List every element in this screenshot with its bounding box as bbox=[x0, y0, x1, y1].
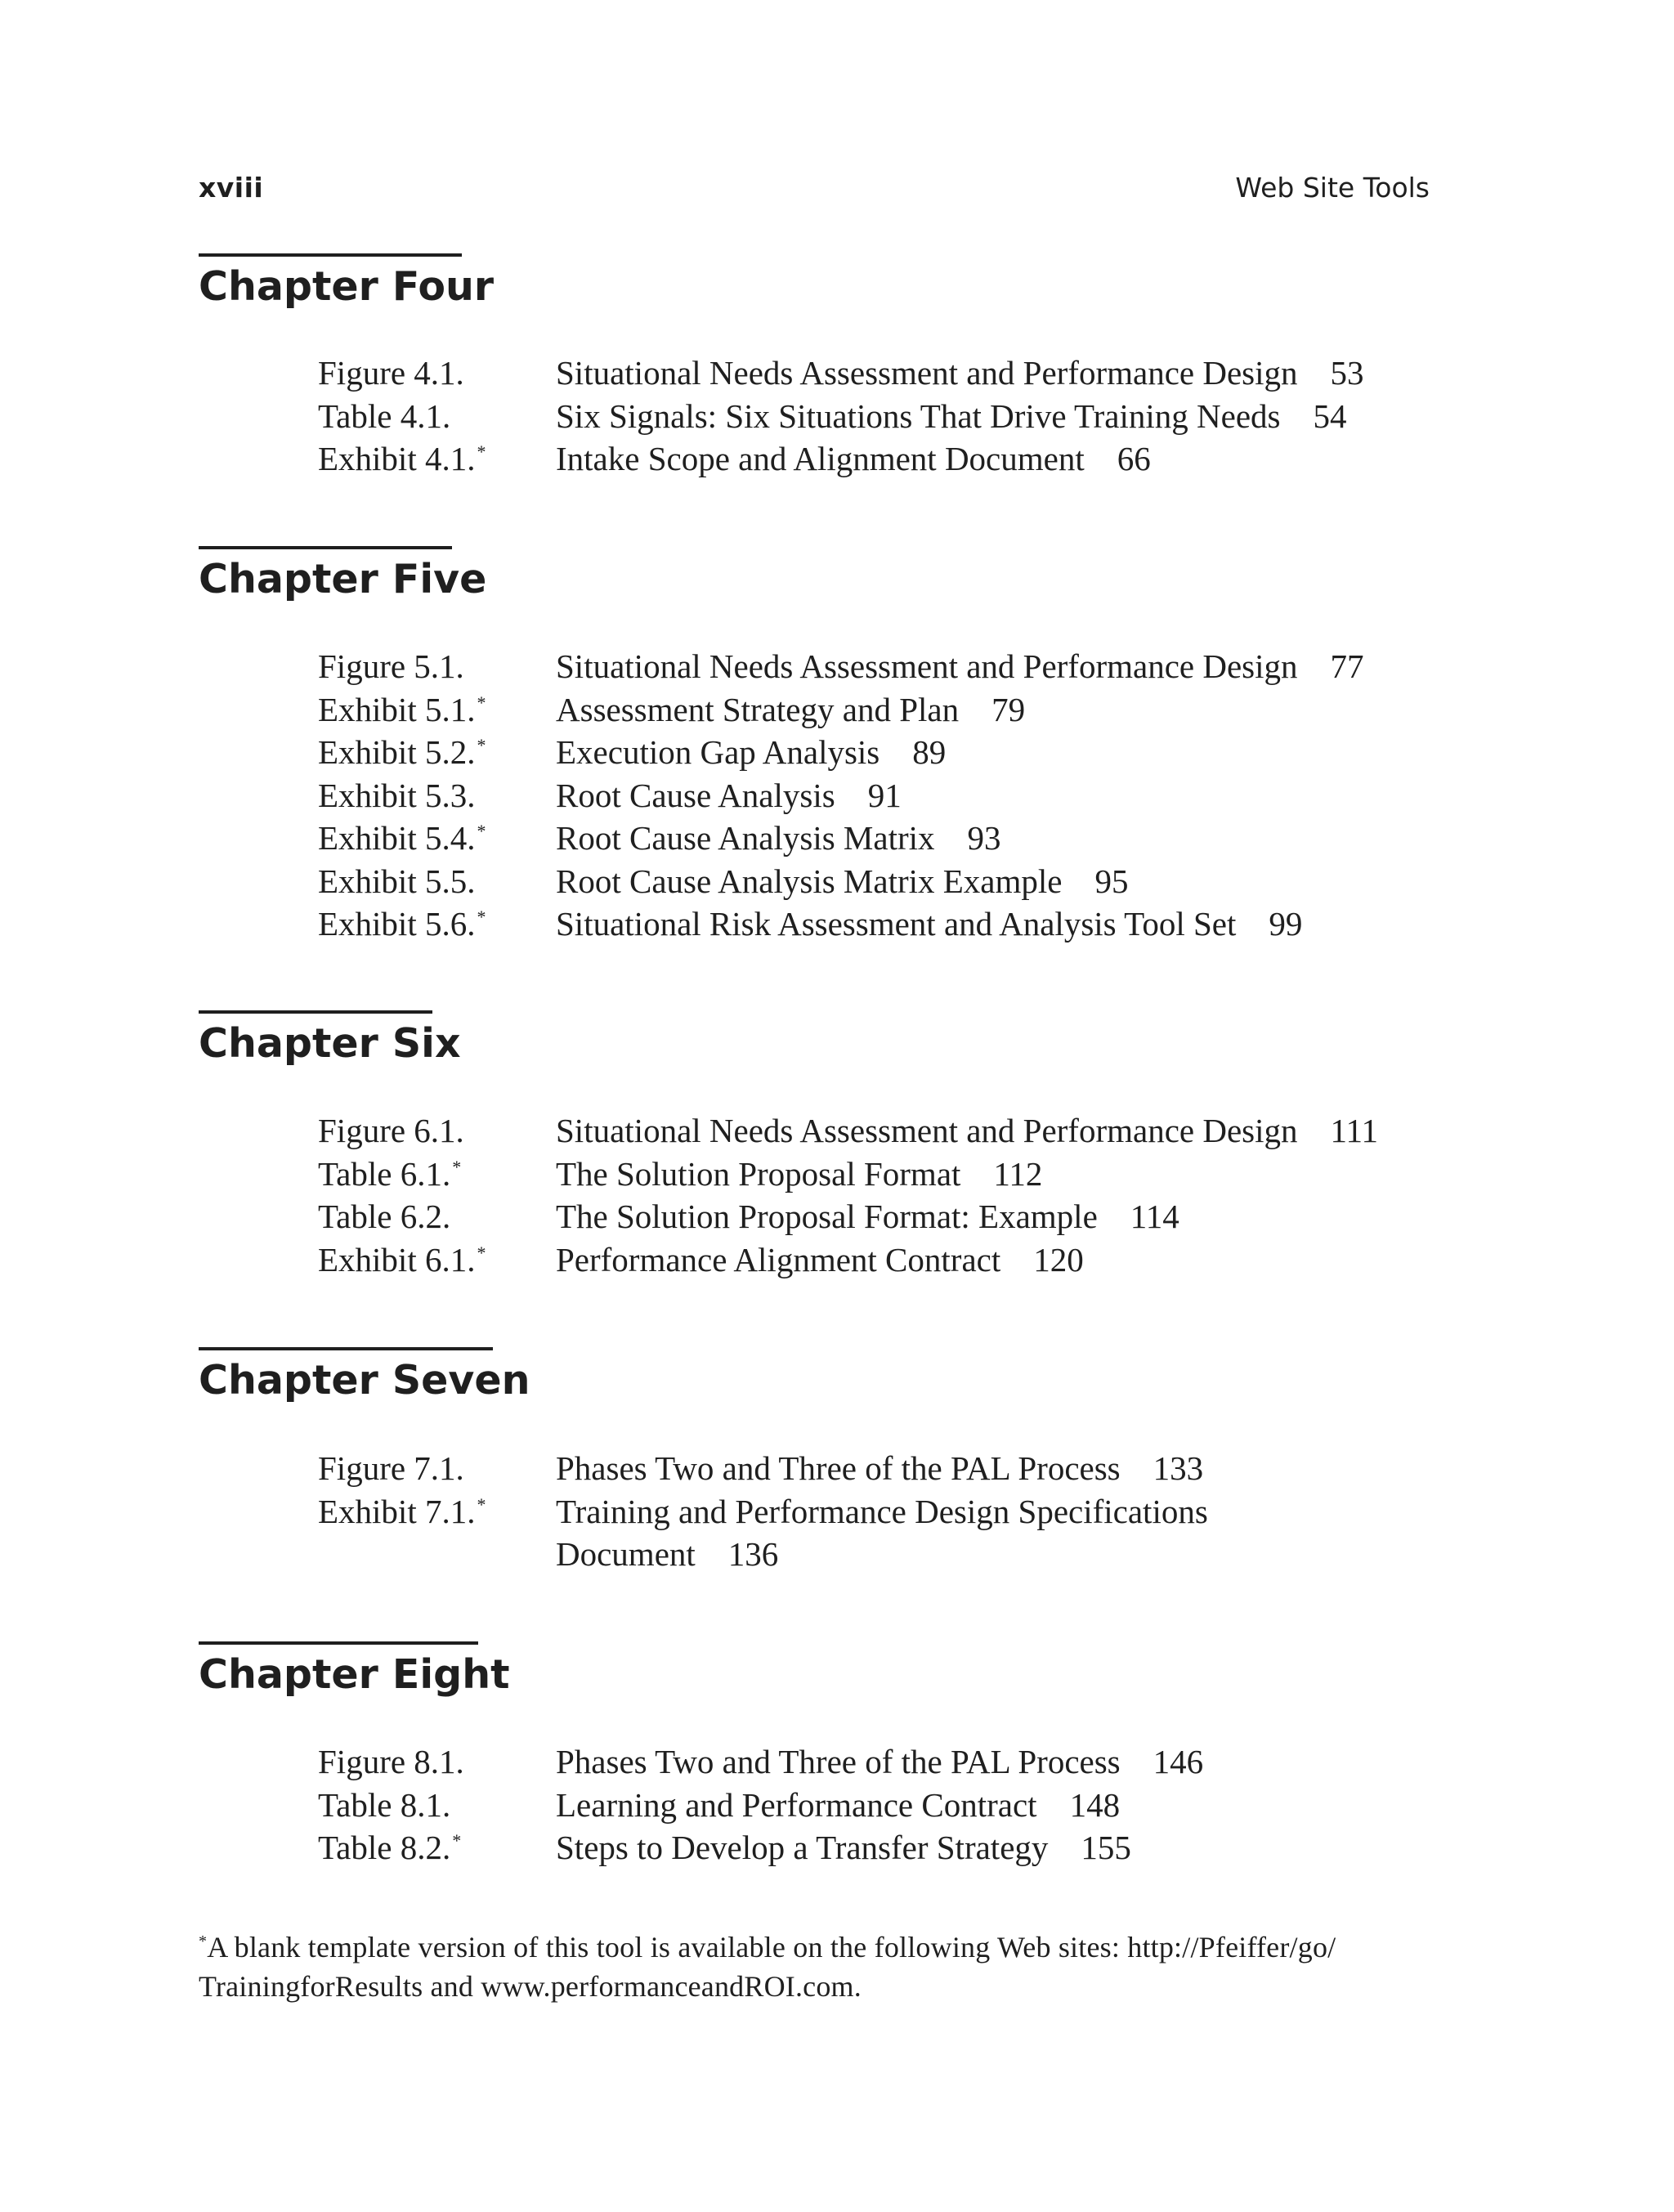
item-label: Exhibit 5.1.* bbox=[318, 690, 486, 728]
chapter-six-list bbox=[318, 1109, 1462, 1281]
item-title: Root Cause Analysis Matrix 93 bbox=[556, 819, 1001, 857]
list-item bbox=[318, 1238, 1462, 1282]
chapter-rule bbox=[199, 1641, 478, 1645]
item-page: 95 bbox=[1094, 862, 1129, 900]
item-title: Steps to Develop a Transfer Strategy 155 bbox=[556, 1829, 1131, 1866]
chapter-title: Chapter Eight bbox=[199, 1651, 510, 1698]
item-label: Exhibit 5.5. bbox=[318, 862, 476, 900]
chapter-title: Chapter Seven bbox=[199, 1357, 530, 1404]
item-page: 91 bbox=[867, 776, 902, 814]
list-item bbox=[318, 902, 1462, 946]
chapter-heading-five bbox=[199, 546, 486, 607]
list-item bbox=[318, 817, 1462, 860]
asterisk-mark: * bbox=[477, 907, 486, 928]
item-label: Exhibit 6.1.* bbox=[318, 1240, 486, 1278]
item-page: 114 bbox=[1130, 1198, 1179, 1235]
item-label: Figure 4.1. bbox=[318, 354, 464, 392]
item-label: Table 8.1. bbox=[318, 1785, 451, 1824]
item-title: Performance Alignment Contract 120 bbox=[556, 1240, 1084, 1278]
chapter-rule bbox=[199, 1347, 493, 1350]
item-page: 111 bbox=[1330, 1112, 1378, 1149]
list-item bbox=[318, 1109, 1462, 1153]
list-item bbox=[318, 860, 1462, 903]
chapter-title: Chapter Six bbox=[199, 1020, 461, 1067]
item-label: Table 8.2.* bbox=[318, 1829, 462, 1866]
asterisk-mark: * bbox=[452, 1830, 462, 1852]
item-title: Training and Performance Design Specifications Document 136 bbox=[556, 1492, 1208, 1573]
asterisk-mark: * bbox=[477, 735, 486, 756]
item-page: 120 bbox=[1033, 1240, 1084, 1278]
item-title: Root Cause Analysis Matrix Example 95 bbox=[556, 862, 1129, 900]
running-title: Web Site Tools bbox=[1235, 172, 1430, 204]
item-title: Situational Needs Assessment and Performance Design 53 bbox=[556, 354, 1364, 392]
item-label: Exhibit 5.4.* bbox=[318, 819, 486, 857]
list-item bbox=[318, 1447, 1462, 1490]
item-page: 148 bbox=[1069, 1785, 1121, 1824]
item-page: 136 bbox=[727, 1535, 779, 1573]
item-label: Table 4.1. bbox=[318, 396, 451, 435]
asterisk-mark: * bbox=[477, 821, 486, 842]
list-item bbox=[318, 1153, 1462, 1196]
chapter-rule bbox=[199, 1010, 432, 1014]
chapter-heading-four bbox=[199, 253, 494, 314]
item-title: Execution Gap Analysis 89 bbox=[556, 733, 947, 771]
list-item bbox=[318, 1195, 1462, 1238]
item-label: Table 6.1.* bbox=[318, 1154, 462, 1193]
list-item bbox=[318, 1784, 1462, 1827]
list-item bbox=[318, 731, 1462, 774]
chapter-title: Chapter Four bbox=[199, 263, 495, 310]
item-page: 79 bbox=[991, 690, 1026, 728]
item-page: 112 bbox=[993, 1154, 1043, 1193]
item-label: Figure 7.1. bbox=[318, 1449, 464, 1487]
item-page: 146 bbox=[1153, 1743, 1204, 1780]
footnote bbox=[199, 1928, 1441, 2006]
item-label: Exhibit 4.1.* bbox=[318, 440, 486, 477]
list-item bbox=[318, 1490, 1462, 1576]
item-label: Figure 8.1. bbox=[318, 1743, 464, 1780]
item-title: The Solution Proposal Format: Example 114 bbox=[556, 1198, 1179, 1235]
page-number: xviii bbox=[199, 172, 264, 204]
item-title: Root Cause Analysis 91 bbox=[556, 776, 902, 814]
list-item bbox=[318, 774, 1462, 817]
list-item bbox=[318, 688, 1462, 732]
item-page: 155 bbox=[1081, 1829, 1131, 1866]
item-label: Figure 5.1. bbox=[318, 647, 464, 685]
item-title: Learning and Performance Contract 148 bbox=[556, 1785, 1121, 1824]
item-title: Phases Two and Three of the PAL Process 133 bbox=[556, 1449, 1204, 1487]
chapter-five-list bbox=[318, 645, 1462, 946]
item-page: 89 bbox=[912, 733, 947, 771]
list-item bbox=[318, 437, 1462, 481]
asterisk-mark: * bbox=[477, 441, 486, 463]
item-title: The Solution Proposal Format 112 bbox=[556, 1154, 1043, 1193]
chapter-eight-list bbox=[318, 1740, 1462, 1869]
list-item bbox=[318, 352, 1462, 395]
item-label: Table 6.2. bbox=[318, 1198, 451, 1235]
chapter-seven-list bbox=[318, 1447, 1462, 1576]
item-page: 99 bbox=[1269, 905, 1303, 943]
item-title: Six Signals: Six Situations That Drive Training Needs 54 bbox=[556, 396, 1347, 435]
footnote-line-2: TrainingforResults and www.performanceandROI.com. bbox=[199, 1970, 862, 2003]
list-item bbox=[318, 645, 1462, 688]
chapter-heading-eight bbox=[199, 1641, 510, 1702]
item-page: 66 bbox=[1117, 440, 1151, 477]
item-title: Situational Risk Assessment and Analysis Tool Set 99 bbox=[556, 905, 1303, 943]
item-label: Exhibit 5.3. bbox=[318, 776, 476, 814]
footnote-line-1: A blank template version of this tool is available on the following Web sites: http://Pfeiffer/go/ bbox=[207, 1931, 1336, 1963]
list-item bbox=[318, 1740, 1462, 1784]
chapter-title: Chapter Five bbox=[199, 556, 487, 602]
running-head bbox=[199, 172, 1430, 213]
item-page: 133 bbox=[1153, 1449, 1204, 1487]
chapter-heading-six bbox=[199, 1010, 461, 1071]
item-title: Phases Two and Three of the PAL Process 146 bbox=[556, 1743, 1204, 1780]
chapter-heading-seven bbox=[199, 1347, 530, 1408]
item-title: Situational Needs Assessment and Performance Design 111 bbox=[556, 1112, 1378, 1149]
list-item bbox=[318, 1826, 1462, 1869]
chapter-rule bbox=[199, 253, 462, 257]
asterisk-mark: * bbox=[477, 1242, 486, 1263]
chapter-rule bbox=[199, 546, 452, 549]
item-label: Exhibit 7.1.* bbox=[318, 1492, 486, 1530]
chapter-four-list bbox=[318, 352, 1462, 481]
item-page: 53 bbox=[1330, 354, 1364, 392]
item-label: Figure 6.1. bbox=[318, 1112, 464, 1149]
item-title: Assessment Strategy and Plan 79 bbox=[556, 690, 1026, 728]
item-page: 93 bbox=[967, 819, 1001, 857]
footnote-mark: * bbox=[199, 1932, 208, 1950]
list-item bbox=[318, 395, 1462, 438]
asterisk-mark: * bbox=[477, 692, 486, 713]
item-label: Exhibit 5.6.* bbox=[318, 905, 486, 943]
item-page: 77 bbox=[1330, 647, 1364, 685]
asterisk-mark: * bbox=[477, 1493, 486, 1515]
item-title: Situational Needs Assessment and Performance Design 77 bbox=[556, 647, 1364, 685]
item-title: Intake Scope and Alignment Document 66 bbox=[556, 440, 1151, 477]
asterisk-mark: * bbox=[452, 1156, 462, 1177]
item-page: 54 bbox=[1313, 396, 1347, 435]
item-label: Exhibit 5.2.* bbox=[318, 733, 486, 771]
